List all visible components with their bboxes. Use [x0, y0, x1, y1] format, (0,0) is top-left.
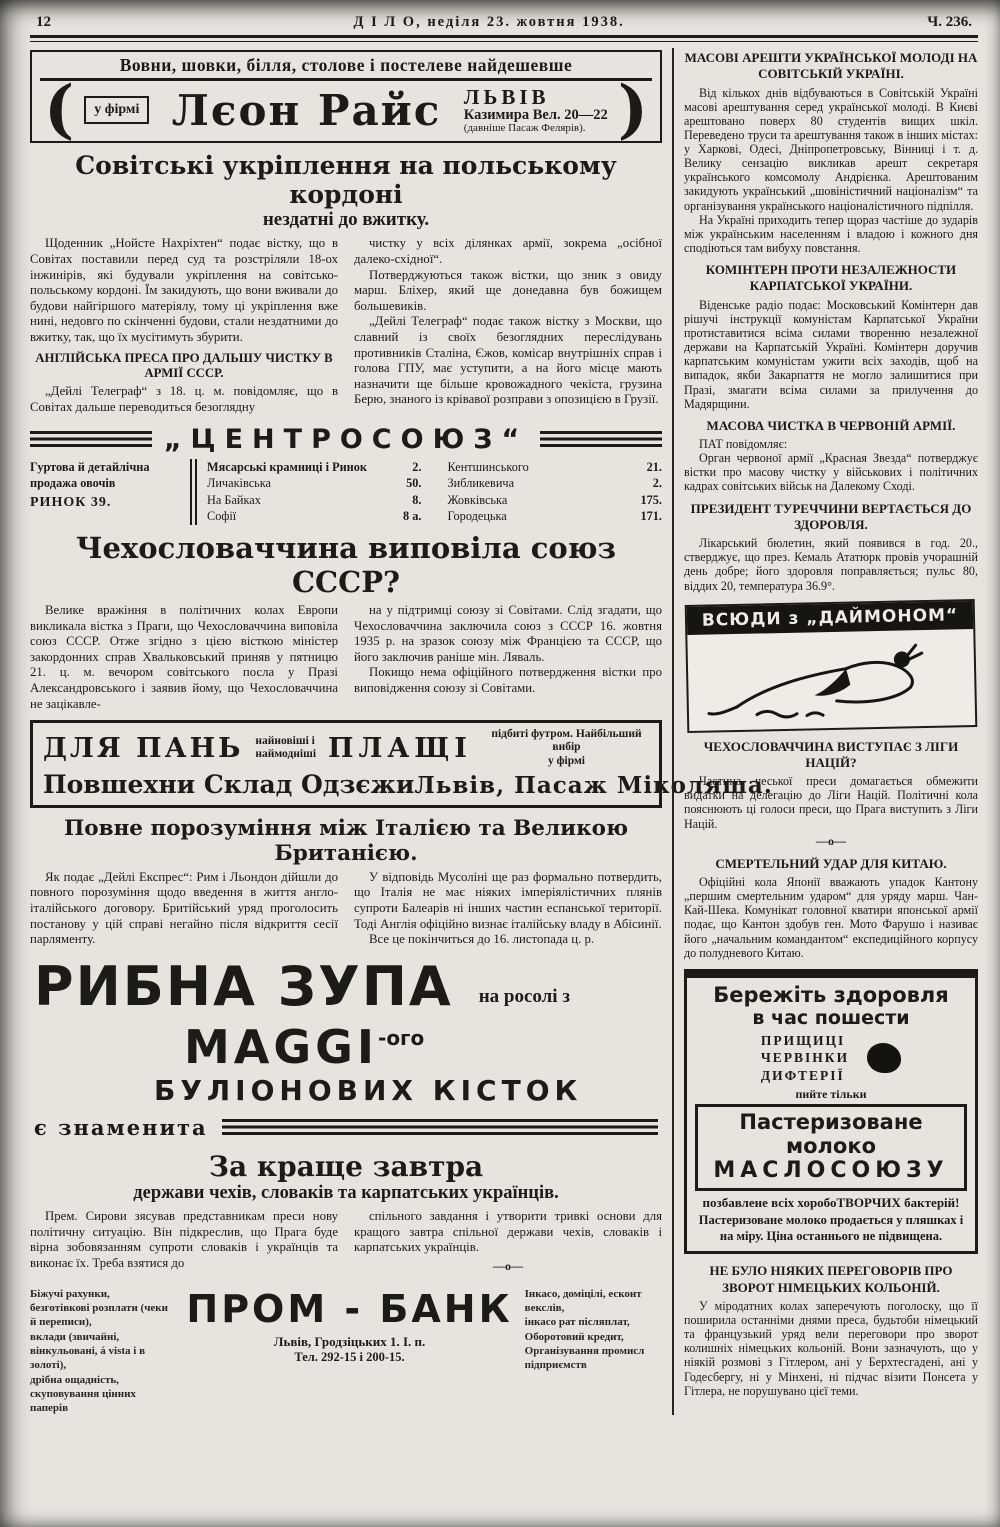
- ad-righttext: [484, 728, 649, 768]
- article-title: КОМІНТЕРН ПРОТИ НЕЗАЛЕЖНОСТИ КАРПАТСЬКОЇ УКРАЇНИ.: [705, 262, 957, 294]
- paragraph: Покищо нема офіційного потвердження вістки про виповідження союзу зі Совітами.: [354, 665, 662, 695]
- maslosoyuz-ad: [684, 969, 978, 1254]
- ad-smalltext: [255, 735, 316, 761]
- centrosoyuz-ad: [30, 424, 662, 525]
- article-komintern: [684, 262, 978, 411]
- right-paren-decoration: ): [617, 72, 648, 147]
- section-divider: —о—: [493, 1258, 523, 1273]
- paragraph: „Дейлі Телеграф“ подає також вістку з Москви, що славний із своїх безоглядних переслідувань противників Сталіна, Єжов, комісар внутрішніх справ і голова ГПУ, має уступити, а на його місце мають назначити ще більше кровожадного чекіста, грузина Берю, знаного із крівавої розправи з опозицією в Грузії.: [354, 314, 662, 407]
- shop-name: Личаківська: [207, 476, 272, 491]
- vertical-bars-decoration: [190, 459, 197, 525]
- table-row: [448, 475, 663, 492]
- shop-number: 8.: [412, 492, 422, 507]
- triple-bars-decoration: [30, 431, 152, 447]
- article-mass-arrests: [684, 50, 978, 255]
- shop-name: Мясарські крамниці і Ринок: [207, 459, 367, 474]
- section-divider: —о—: [816, 833, 846, 848]
- table-row: [207, 492, 422, 509]
- paragraph: чистку у всіх ділянках армії, зокрема „осібної далеко-східної“.: [354, 236, 662, 266]
- bank-name: ПРОМ - БАНК: [186, 1286, 513, 1331]
- right-column: [672, 48, 978, 1415]
- article-better-tomorrow: [30, 1150, 662, 1277]
- article-title: МАСОВА ЧИСТКА В ЧЕРВОНІЙ АРМІЇ.: [706, 417, 956, 433]
- article-subhead: АНГЛІЙСЬКА ПРЕСА ПРО ДАЛЬШУ ЧИСТКУ В АРМІЇ СССР.: [35, 350, 333, 380]
- centrosoyuz-info: [30, 459, 180, 525]
- shop-name: Кентшинського: [447, 459, 529, 474]
- paragraph: Все це покінчиться до 16. листопада ц. р.: [369, 932, 595, 947]
- article-title: Совітські укріплення на польському кордоні: [75, 151, 617, 210]
- article-german-colonies: [684, 1263, 978, 1397]
- bank-address: Львів, Гродзіцьких 1. І. п.: [273, 1333, 426, 1349]
- left-paren-decoration: (: [44, 72, 75, 147]
- shops-table: [207, 459, 662, 525]
- service-line: безготівкові розплати (чеки й переписи),: [30, 1302, 168, 1329]
- table-row: [448, 492, 663, 509]
- shop-name: Повшехни Склад Одзєжи: [43, 769, 415, 799]
- firm-city: ЛЬВІВ: [463, 84, 550, 109]
- shop-name: Городецька: [447, 509, 507, 524]
- service-line: Інкасо, доміцілі, есконт векслів,: [524, 1287, 642, 1315]
- paragraph: У міродатних колах заперечують поголоску, що її поширила останніми днями преса, будьтоби німецький та французький уряд вели переговори про зворот колишніх німецьких кольоній. Вони зазначують, що у ніякій розмові з Гітлером, ані у Берхтесгадені, ані у Годесбергу, ні у Мінхені, ні підчас візити Понсета у Гітлера, не порушувано цієї теми.: [684, 1298, 978, 1398]
- info-line: РИНОК 39.: [30, 494, 112, 510]
- ad-callout: пийте тільки: [795, 1087, 867, 1102]
- daimon-ad: [685, 599, 978, 733]
- shop-number: 2.: [652, 476, 662, 491]
- brand-suffix: -ого: [378, 1025, 425, 1050]
- shop-number: 50.: [406, 476, 422, 491]
- shop-number: 8 а.: [403, 509, 422, 524]
- service-line: Біжучі рахунки,: [30, 1287, 110, 1300]
- disease-item: ПРИЩИЦІ: [760, 1032, 846, 1048]
- paragraph: Частина чеської преси домагається обмежити видатки на делегацію до Ліги Націй. Політичні кола пояснюють ці голоси преси, що Прага виступить з Ліги Націй.: [684, 774, 978, 831]
- masthead: Д І Л О, неділя 23. жовтня 1938.: [353, 14, 625, 30]
- article-subtitle: нездатні до вжитку.: [262, 209, 430, 231]
- article-title: Чехословаччина виповіла союз СССР?: [76, 530, 616, 599]
- service-line: Оборотовий кредит,: [524, 1330, 624, 1343]
- daimon-ad-title: ВСЮДИ з „ДАЙМОНОМ“: [687, 601, 974, 635]
- paragraph: Віденське радіо подає: Московський Комінтерн дав рішучі інструкції комуністам Карпатської України протиставитися всіма силами творенню незалежної держави на Карпатській Україні. Комінтерн доручив карпатським комуністам ужити всіх заходів, щоб на випадок, якби Закарпаття не могло залишитися при Празі, змагати всіма силами за прилучення до Мадярщини.: [684, 297, 978, 411]
- page-number: 12: [36, 14, 51, 30]
- ad-product-line: БУЛІОНОВИХ КІСТОК: [154, 1073, 583, 1107]
- article-subtitle: держави чехів, словаків та карпатських українців.: [133, 1182, 559, 1203]
- ad-smallline: наймодніші: [255, 748, 317, 761]
- ad-rightline: підбиті футром. Найбільший вибір: [491, 728, 642, 754]
- paragraph: на у підтримці союзу зі Совітами. Слід згадати, що Чехословаччина заключила союз з СССР 16. жовтня 1935 р. на зразок союзу між Францією та СССР, що його заключив раніше мін. Ляваль.: [354, 602, 662, 664]
- paragraph: Щоденник „Нойсте Нахріхтен“ подає вістку, що в Совітах поставили перед суд та розстріляли 18-ох інжинірів, які будували укріплення на совітсько-польському кордоні. Їм закидують, що вони вживали до будови найгіршого матеріялу, тому ці укріплення вже нині, недовго по скінченні будови, стали нездатними до вжитку, так, що їх мусітимуть збурити.: [30, 236, 338, 345]
- service-line: вклади (звичайні, вінкульовані, á vista і в золоті),: [30, 1330, 146, 1372]
- leon-rais-ad: [30, 50, 662, 147]
- ad-product: ПЛАЩІ: [328, 732, 472, 764]
- paragraph: спільного завдання і утворити тривкі основи для кращого завтра спільної держави чехів, словаків і карпатських українців.: [354, 1208, 662, 1255]
- article-title: ПРЕЗИДЕНТ ТУРЕЧЧИНИ ВЕРТАЄТЬСЯ ДО ЗДОРОВЛЯ.: [690, 500, 972, 532]
- article-czechoslovakia-ussr: [30, 531, 662, 712]
- ad-headline: Бережіть здоровля: [713, 982, 949, 1007]
- shop-number: 2.: [412, 459, 422, 474]
- paragraph: Лікарський бюлетин, який появився в год. 20., стверджує, що през. Кемаль Ататюрк провів учорашній день добре; його здоровля поправляється; пульс 80, віддих 20, температура 36.9°.: [684, 536, 978, 593]
- brand-name: MAGGI: [184, 1019, 379, 1074]
- ad-headline: РИБНА ЗУПА: [34, 954, 453, 1018]
- service-line: скуповування цінних паперів: [30, 1387, 136, 1415]
- firm-address-block: [464, 86, 608, 135]
- issue-number: Ч. 236.: [927, 14, 972, 30]
- article-soviet-fortifications: [30, 151, 662, 415]
- shop-address: Львів, Пасаж Міколяша.: [414, 771, 773, 799]
- triple-bars-decoration: [540, 431, 662, 447]
- ad-smallline: найновіші і: [255, 734, 315, 747]
- paragraph: На Україні приходить тепер щораз частіше до зударів між українським населенням і владою і кожного дня сподіються там вибуху повстання.: [684, 212, 978, 256]
- shop-number: 171.: [640, 509, 662, 524]
- daimon-illustration: [687, 629, 975, 731]
- paragraph: У відповідь Мусоліні ще раз формально потвердить, що Італія не має ніяких імперіялістичних плянів супроти Балеарів ні інших частин еспанської території. Тоді Англія офіційно визнає італійську владу в Абісинії.: [354, 869, 662, 931]
- article-title: НЕ БУЛО НІЯКИХ ПЕРЕГОВОРІВ ПРО ЗВОРОТ НІМЕЦЬКИХ КОЛЬОНІЙ.: [709, 1263, 953, 1295]
- article-title: За краще завтра: [208, 1149, 484, 1183]
- article-title: СМЕРТЕЛЬНИЙ УДАР ДЛЯ КИТАЮ.: [715, 855, 947, 871]
- firm-name: Лєон Райс: [171, 85, 442, 135]
- paragraph: Офіційні кола Японії вважають упадок Кантону „першим смертельним ударом“ для уряду марш. Чан-Кай-Шека. Комунікат головної кватири японської армії подає, що Кантон здобув ген. Мото Фарушо і називає його „начальним командантом“ експедиційного корпусу до полудневого Китаю.: [684, 875, 978, 960]
- shop-name: Жовківська: [447, 492, 508, 507]
- firm-note: (давніше Пасаж Фелярів).: [463, 122, 586, 135]
- ad-claim: є знаменита: [34, 1114, 208, 1140]
- article-red-army-purge: [684, 418, 978, 494]
- article-title: МАСОВІ АРЕШТИ УКРАЇНСЬКОЇ МОЛОДІ НА СОВІТСЬКІЙ УКРАЇНІ.: [684, 50, 978, 82]
- paragraph: Прем. Сирови зясував представникам преси нову політичну ситуацію. Він підкреслив, що Прага буде вірна зобовязанням супроти словаків і українців та виконає їх. Треба взятися до: [30, 1208, 338, 1270]
- ad-brand: ДЛЯ ПАНЬ: [43, 732, 244, 764]
- service-line: інкасо рат післяплат,: [524, 1316, 630, 1329]
- bank-services-right: [525, 1287, 662, 1373]
- shop-name: Софії: [207, 509, 237, 524]
- ad-tagline: Вовни, шовки, білля, столове і постелеве найдешевше: [40, 55, 652, 81]
- disease-item: ЧЕРВІНКИ: [760, 1050, 850, 1066]
- paragraph: Велике вражіння в політичних колах Европи викликала вістка з Праги, що Чехословаччина виповіла союз СССР. Отже згідно з цією вісткою міністер закордонних справ Хвальковський приняв у пятницю 21. ц. м. вечором совітського посла у Празі Александровського і заявив йому, що Чехословаччина не зацікавле-: [30, 602, 338, 711]
- ad-rightline: у фірмі: [547, 754, 585, 767]
- article-turkey-president: [684, 501, 978, 593]
- article-italy-britain: [30, 816, 662, 948]
- ad-headline2: в час пошести: [752, 1006, 910, 1029]
- paragraph: „Дейлі Телеграф“ з 18. ц. м. повідомляє, що в Совітах дальше переводиться безоглядну: [30, 384, 338, 414]
- page-header: [30, 6, 978, 35]
- disease-list: [761, 1032, 849, 1085]
- germ-blob-icon: [867, 1043, 901, 1073]
- disease-item: ДИФТЕРІЇ: [760, 1067, 845, 1083]
- ad-subline: на росолі з: [478, 985, 570, 1007]
- maggi-ad: [30, 954, 662, 1142]
- table-row: [207, 475, 422, 492]
- triple-bars-decoration: [222, 1119, 658, 1135]
- shop-number: 21.: [646, 459, 662, 474]
- table-row: [207, 508, 422, 525]
- info-line: Гуртова й детайлічна: [30, 459, 150, 474]
- article-title: Повне порозуміння між Італією та Великою Британією.: [63, 815, 628, 866]
- prom-bank-ad: [30, 1287, 662, 1416]
- shop-name: На Байках: [207, 492, 261, 507]
- firm-street: Казимира Вел. 20—22: [463, 106, 608, 123]
- table-row: [207, 459, 422, 476]
- info-line: продажа овочів: [30, 476, 116, 491]
- article-league-of-nations: [684, 739, 978, 849]
- header-rule: [30, 35, 978, 42]
- article-china-blow: [684, 856, 978, 960]
- table-row: [448, 508, 663, 525]
- dlya-pan-ad: [30, 720, 773, 808]
- shop-number: 175.: [640, 492, 662, 507]
- brand-name: МАСЛОСОЮЗУ: [713, 1158, 949, 1184]
- firm-label: у фірмі: [84, 96, 149, 124]
- paragraph: Від кількох днів відбуваються в Совітській Україні масові арештування серед української молоді. В Києві арештовано поверх 80 студентів вищих шкіл. Переведено труси та арештування також в інших містах: у Харкові, Одесі, Дніпропетровську, Вінниці і т. д. Велику сензацію викликав арешт секретаря українського комсомолу Андрієнка. Арештованим закидують український „шовіністичний націоналізм“ та організування українського націоналістичного підпілля.: [684, 85, 978, 213]
- service-line: дрібна ощадність,: [30, 1373, 119, 1386]
- ad-product-box: [695, 1104, 967, 1191]
- bank-phone: Тел. 292-15 і 200-15.: [294, 1349, 405, 1364]
- bank-services-left: [30, 1287, 174, 1416]
- paragraph: Орган червоної армії „Красная Звезда“ потверджує вістки про масову чистку у військових і політичних кадрах совітських військ на Далекому Сході.: [684, 451, 978, 494]
- article-title: ЧЕХОСЛОВАЧЧИНА ВИСТУПАЄ З ЛІГИ НАЦІЙ?: [703, 738, 959, 770]
- centrosoyuz-name: „ЦЕНТРОСОЮЗ“: [163, 423, 529, 455]
- shop-name: Зибликевича: [447, 476, 515, 491]
- bank-center: [186, 1287, 512, 1365]
- paragraph: Як подає „Дейлі Експрес“: Рим і Льондон дійшли до повного порозуміння щодо введення в життя англо-італійського договору. Бритійський уряд проголосить постанову у цій справі негайно після відкриття сесії парляменту.: [30, 869, 338, 947]
- page-content: [30, 48, 978, 1415]
- paragraph: ПАТ повідомляє:: [699, 437, 788, 452]
- ad-claim: позбавлене всіх хоробоTBОРЧИХ бактерій!: [702, 1195, 960, 1211]
- paragraph: Потверджуються також вістки, що зник з овиду марш. Бліхер, який ще донедавна був божищем большевиків.: [354, 267, 662, 313]
- table-row: [448, 459, 663, 476]
- service-line: Організування промисл підприємств: [524, 1344, 645, 1372]
- product-line: Пастеризоване молоко: [739, 1110, 923, 1159]
- ad-note: Пастеризоване молоко продається у пляшках і на міру. Ціна останнього не підвищена.: [698, 1213, 964, 1243]
